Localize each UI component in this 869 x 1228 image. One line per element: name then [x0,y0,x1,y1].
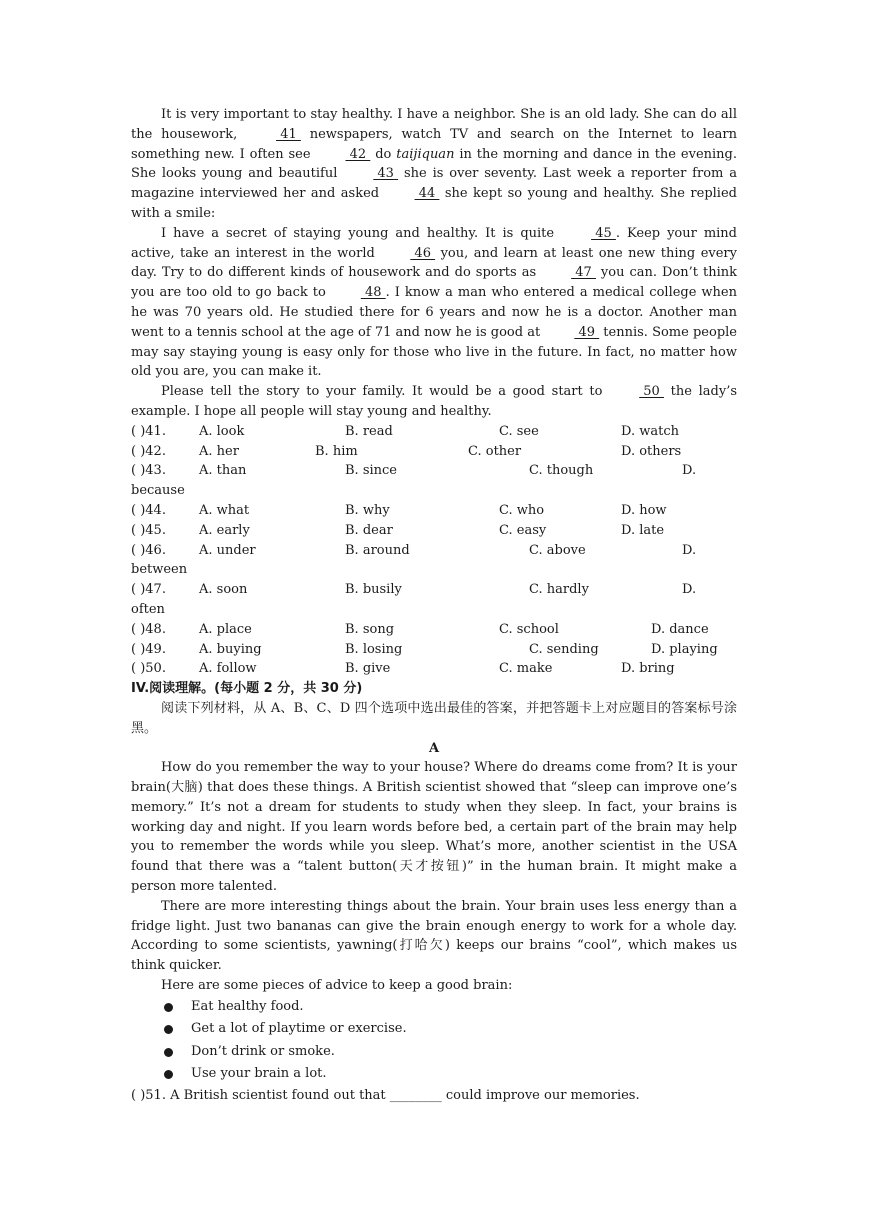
blank-45: 45 [591,225,616,241]
reading-paragraph-1: How do you remember the way to your house? Where do dreams come from? It is your brain(大脑) that does these things. A British scientist showed that “sleep can improve one’s memory.” It’s not a dream for students to study when they sleep. In fact, your brains is working day and night. If you learn words before bed, a certain part of the brain may help you to remember the words while you sleep. What’s more, another scientist in the USA found that there was a “talent button(天才按钮)” in the human brain. It might make a person more talented. [131,760,737,895]
question-row-43: ( )43. A. than B. since C. though D. [131,463,697,479]
list-item: Get a lot of playtime or exercise. [131,1018,737,1041]
blank-46: 46 [410,245,436,261]
question-51: ( )51. A British scientist found out that ________ could improve our memories. [131,1087,640,1103]
question-row-50: ( )50. A. follow B. give C. make D. bring [131,661,675,677]
section-instruction: 阅读下列材料，从 A、B、C、D 四个选项中选出最佳的答案，并把答题卡上对应题目的答案标号涂黑。 [131,700,737,736]
blank-50: 50 [639,384,664,400]
blank-48: 48 [360,285,386,301]
blank-42: 42 [345,146,371,162]
question-row-46: ( )46. A. under B. around C. above D. [131,542,697,558]
passage-paragraph-3: Please tell the story to your family. It would be a good start to 50 the lady’s example. I hope all people will stay young and healthy. [131,384,737,419]
blank-47: 47 [571,265,596,281]
blank-44: 44 [414,186,440,202]
question-row-49: ( )49. A. buying B. losing C. sending D. playing [131,641,718,657]
question-row-42: ( )42. A. her B. him C. other D. others [131,443,682,459]
passage-label: A [428,740,440,756]
question-row-47-wrap: often [131,601,165,617]
question-row-47: ( )47. A. soon B. busily C. hardly D. [131,582,697,598]
question-row-44: ( )44. A. what B. why C. who D. how [131,502,667,518]
passage-paragraph-1: It is very important to stay healthy. I have a neighbor. She is an old lady. She can do all the housework, 41 newspapers, watch TV and search on the Internet to learn something new. I often see 42 do taijiquan in the morning and dance in the evening. She looks young and beautiful 43 she is over seventy. Last week a reporter from a magazine interviewed her and asked 44 she kept so young and healthy. She replied with a smile: [131,107,737,221]
question-row-43-wrap: because [131,483,185,499]
advice-list [131,996,737,1086]
blank-49: 49 [574,324,600,340]
question-row-48: ( )48. A. place B. song C. school D. dance [131,621,709,637]
question-row-45: ( )45. A. early B. dear C. easy D. late [131,522,665,538]
list-item: Eat healthy food. [131,996,737,1019]
passage-paragraph-2: I have a secret of staying young and healthy. It is quite 45 . Keep your mind active, take an interest in the world 46 you, and learn at least one new thing every day. Try to do different kinds of housework and do sports as 47 you can. Don’t think you are too old to go back to 48 . I know a man who entered a medical college when he was 70 years old. He studied there for 6 years and now he is a doctor. Another man went to a tennis school at the age of 71 and now he is good at 49 tennis. Some people may say staying young is easy only for those who live in the future. In fact, no matter how old you are, you can make it. [131,225,738,380]
cloze-options [131,422,737,679]
list-item: Don’t drink or smoke. [131,1041,737,1064]
question-row-46-wrap: between [131,562,188,578]
question-row-41: ( )41. A. look B. read C. see D. watch [131,423,679,439]
blank-41: 41 [276,126,301,142]
list-item: Use your brain a lot. [131,1063,737,1086]
reading-paragraph-3: Here are some pieces of advice to keep a good brain: [161,978,513,994]
section-title: IV.阅读理解。(每小题 2 分，共 30 分) [131,681,363,697]
reading-paragraph-2: There are more interesting things about the brain. Your brain uses less energy than a fridge light. Just two bananas can give the brain enough energy to work for a whole day. According to some scientists, yawning(打哈欠) keeps our brains “cool”, which makes us think quicker. [131,898,737,974]
exam-page [131,105,737,1106]
blank-43: 43 [373,166,399,182]
